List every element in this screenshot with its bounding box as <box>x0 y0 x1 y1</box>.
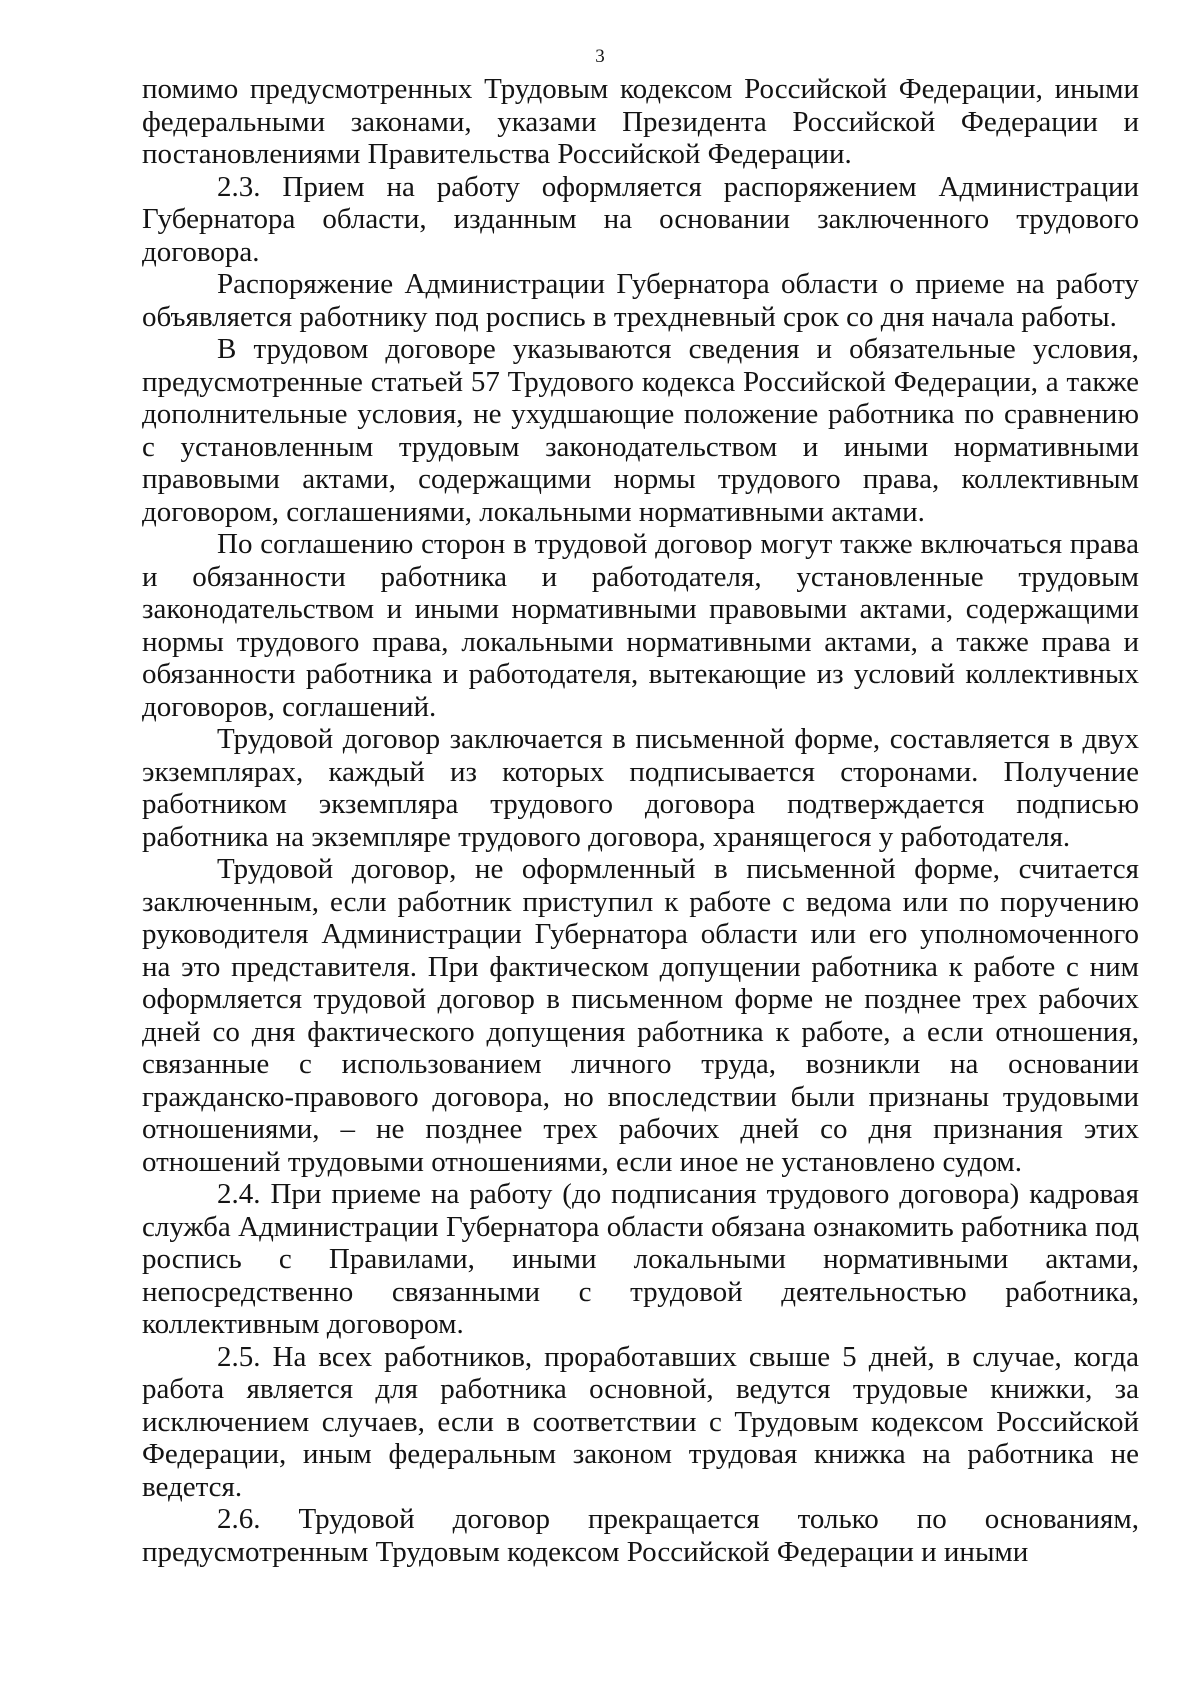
paragraph-order-announcement: Распоряжение Администрации Губернатора области о приеме на работу объявляется работнику под роспись в трехдневный срок со дня начала работы. <box>142 268 1139 333</box>
page-number: 3 <box>595 46 605 67</box>
paragraph-2-3: 2.3. Прием на работу оформляется распоряжением Администрации Губернатора области, изданным на основании заключенного трудового договора. <box>142 170 1139 268</box>
paragraph-unwritten-contract: Трудовой договор, не оформленный в письменной форме, считается заключенным, если работник приступил к работе с ведома или по поручению руководителя Администрации Губернатора области или его уполномоченного на это представителя. При фактическом допущении работника к работе с ним оформляется трудовой договор в письменном форме не позднее трех рабочих дней со дня фактического допущения работника к работе, а если отношения, связанные с использованием личного труда, возникли на основании гражданско-правового договора, но впоследствии были признаны трудовыми отношениями, – не позднее трех рабочих дней со дня признания этих отношений трудовыми отношениями, если иное не установлено судом. <box>142 853 1139 1178</box>
paragraph-written-form: Трудовой договор заключается в письменной форме, составляется в двух экземплярах, каждый из которых подписывается сторонами. Получение работником экземпляра трудового договора подтверждается подписью работника на экземпляре трудового договора, хранящегося у работодателя. <box>142 723 1139 853</box>
paragraph-2-4: 2.4. При приеме на работу (до подписания трудового договора) кадровая служба Администрации Губернатора области обязана ознакомить работника под роспись с Правилами, иными локальными нормативными актами, непосредственно связанными с трудовой деятельностью работника, коллективным договором. <box>142 1178 1139 1340</box>
paragraph-contract-conditions: В трудовом договоре указываются сведения и обязательные условия, предусмотренные статьей 57 Трудового кодекса Российской Федерации, а также дополнительные условия, не ухудшающие положение работника по сравнению с установленным трудовым законодательством и иными нормативными правовыми актами, содержащими нормы трудового права, коллективным договором, соглашениями, локальными нормативными актами. <box>142 333 1139 528</box>
document-body <box>142 73 1139 1568</box>
paragraph-continuation: помимо предусмотренных Трудовым кодексом Российской Федерации, иными федеральными законами, указами Президента Российской Федерации и постановлениями Правительства Российской Федерации. <box>142 73 1139 170</box>
paragraph-2-5: 2.5. На всех работников, проработавших свыше 5 дней, в случае, когда работа является для работника основной, ведутся трудовые книжки, за исключением случаев, если в соответствии с Трудовым кодексом Российской Федерации, иным федеральным законом трудовая книжка на работника не ведется. <box>142 1340 1139 1503</box>
paragraph-2-6: 2.6. Трудовой договор прекращается только по основаниям, предусмотренным Трудовым кодексом Российской Федерации и иными <box>142 1503 1139 1568</box>
paragraph-parties-agreement: По соглашению сторон в трудовой договор могут также включаться права и обязанности работника и работодателя, установленные трудовым законодательством и иными нормативными правовыми актами, содержащими нормы трудового права, локальными нормативными актами, а также права и обязанности работника и работодателя, вытекающие из условий коллективных договоров, соглашений. <box>142 528 1139 723</box>
